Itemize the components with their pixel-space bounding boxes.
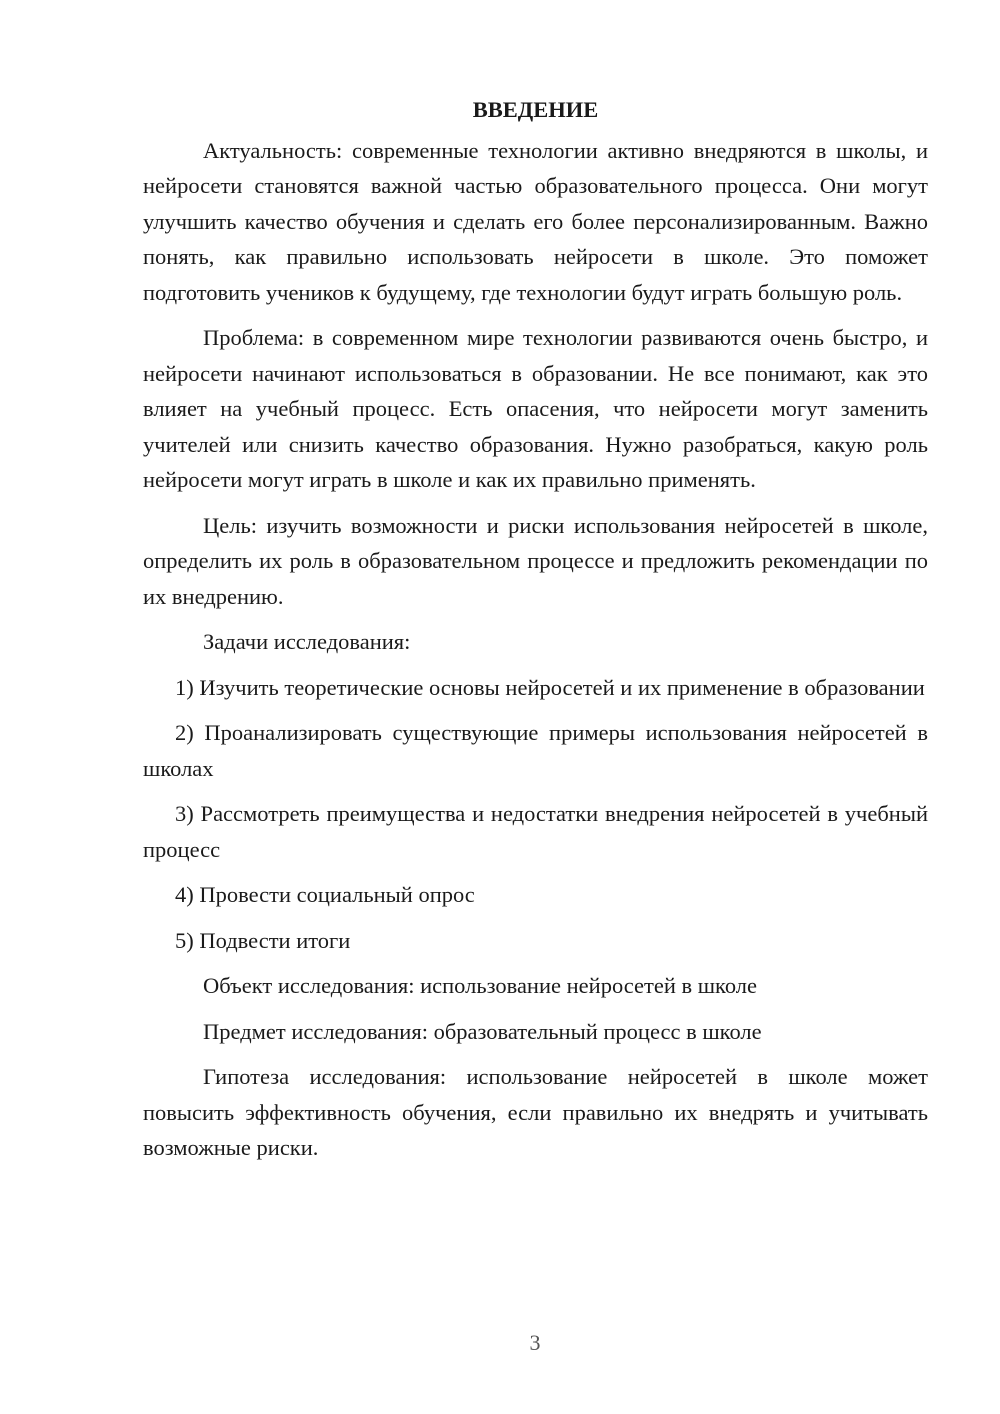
task-item: 4) Провести социальный опрос (175, 882, 475, 907)
subject-paragraph: Предмет исследования: образовательный процесс в школе (203, 1018, 762, 1044)
section-heading: ВВЕДЕНИЕ (472, 97, 599, 122)
hypothesis-paragraph: Гипотеза исследования: использование нейросетей в школе может повысить эффективность обучения, если правильно их внедрять и учитывать возможные риски. (143, 1064, 928, 1160)
problem-paragraph: Проблема: в современном мире технологии развиваются очень быстро, и нейросети начинают использоваться в образовании. Не все понимают, как это влияет на учебный процесс. Есть опасения, что нейросети могут заменить учителей или снизить качество образования. Нужно разобраться, какую роль нейросети могут играть в школе и как их правильно применять. (143, 325, 928, 492)
object-paragraph: Объект исследования: использование нейросетей в школе (203, 973, 758, 998)
tasks-title: Задачи исследования: (203, 629, 411, 654)
goal-paragraph: Цель: изучить возможности и риски использования нейросетей в школе, определить их роль в образовательном процессе и предложить рекомендации по их внедрению. (143, 512, 928, 609)
task-item: 5) Подвести итоги (175, 927, 351, 953)
task-item: 3) Рассмотреть преимущества и недостатки внедрения нейросетей в учебный процесс (143, 801, 928, 862)
task-item: 1) Изучить теоретические основы нейросетей и их применение в образовании (175, 674, 925, 700)
relevance-paragraph: Актуальность: современные технологии активно внедряются в школы, и нейросети становятся важной частью образовательного процесса. Они могут улучшить качество обучения и сделать его более персонализированным. Важно понять, как правильно использовать нейросети в школе. Это поможет подготовить учеников к будущему, где технологии будут играть большую роль. (143, 137, 928, 305)
page-content (143, 92, 928, 1176)
task-item: 2) Проанализировать существующие примеры использования нейросетей в школах (143, 720, 928, 781)
page-number: 3 (529, 1330, 541, 1355)
